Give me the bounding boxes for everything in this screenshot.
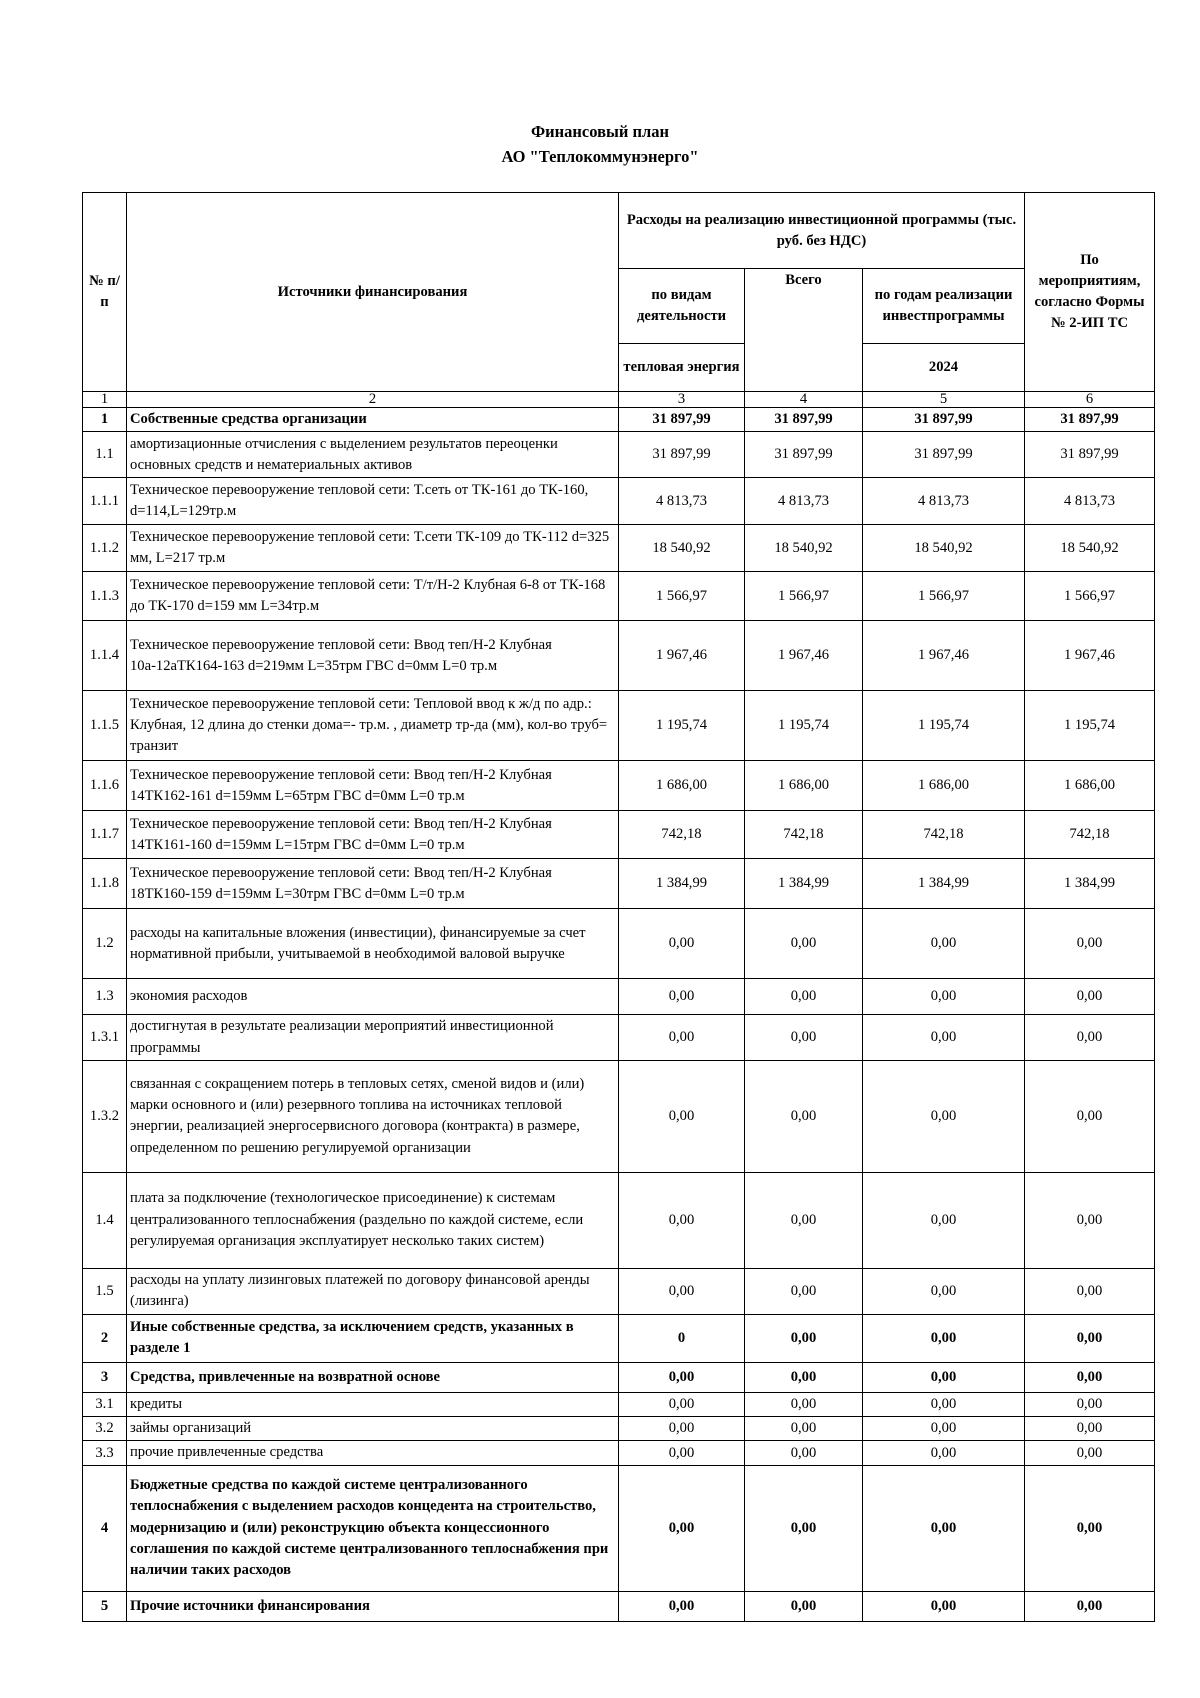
row-source-name: Техническое перевооружение тепловой сети: Т.сеть от ТК-161 до ТК-160, d=114,L=129тр.м <box>127 478 619 525</box>
row-value-activity: 1 384,99 <box>619 859 745 909</box>
row-value-total: 0,00 <box>745 1314 863 1362</box>
row-value-2024: 0,00 <box>863 1441 1025 1465</box>
row-value-measures: 0,00 <box>1025 909 1155 979</box>
row-value-activity: 0,00 <box>619 1417 745 1441</box>
row-value-activity: 1 967,46 <box>619 621 745 691</box>
row-value-total: 1 566,97 <box>745 572 863 621</box>
row-source-name: экономия расходов <box>127 979 619 1015</box>
table-row <box>83 1392 1155 1416</box>
table-row <box>83 1268 1155 1314</box>
row-value-measures: 18 540,92 <box>1025 525 1155 572</box>
row-value-measures: 31 897,99 <box>1025 408 1155 432</box>
row-value-activity: 0,00 <box>619 1060 745 1172</box>
table-row <box>83 1314 1155 1362</box>
row-value-measures: 1 566,97 <box>1025 572 1155 621</box>
row-value-total: 0,00 <box>745 1392 863 1416</box>
row-value-activity: 18 540,92 <box>619 525 745 572</box>
row-value-measures: 0,00 <box>1025 1015 1155 1061</box>
row-value-2024: 742,18 <box>863 811 1025 859</box>
row-source-name: Техническое перевооружение тепловой сети: Ввод теп/Н-2 Клубная 18ТК160-159 d=159мм L=30трм ГВС d=0мм L=0 тр.м <box>127 859 619 909</box>
table-row <box>83 691 1155 761</box>
table-row <box>83 478 1155 525</box>
row-source-name: прочие привлеченные средства <box>127 1441 619 1465</box>
row-number: 1.2 <box>83 909 127 979</box>
row-number: 3.2 <box>83 1417 127 1441</box>
row-number: 1 <box>83 408 127 432</box>
row-source-name: Бюджетные средства по каждой системе централизованного теплоснабжения с выделением расходов концедента на строительство, модернизацию и (или) реконструкцию объекта концессионного соглашения по каждой системе централизованного теплоснабжения при наличии таких расходов <box>127 1465 619 1591</box>
row-source-name: Техническое перевооружение тепловой сети: Ввод теп/Н-2 Клубная 14ТК162-161 d=159мм L=65трм ГВС d=0мм L=0 тр.м <box>127 761 619 811</box>
row-number: 1.1.3 <box>83 572 127 621</box>
row-source-name: Техническое перевооружение тепловой сети: Ввод теп/Н-2 Клубная 14ТК161-160 d=159мм L=15трм ГВС d=0мм L=0 тр.м <box>127 811 619 859</box>
row-value-activity: 31 897,99 <box>619 432 745 478</box>
row-value-measures: 0,00 <box>1025 1465 1155 1591</box>
row-value-2024: 1 967,46 <box>863 621 1025 691</box>
table-row <box>83 1591 1155 1621</box>
row-number: 1.1 <box>83 432 127 478</box>
row-source-name: Техническое перевооружение тепловой сети: Ввод теп/Н-2 Клубная 10а-12аТК164-163 d=219мм L=35трм ГВС d=0мм L=0 тр.м <box>127 621 619 691</box>
row-value-activity: 1 566,97 <box>619 572 745 621</box>
row-number: 2 <box>83 1314 127 1362</box>
row-source-name: достигнутая в результате реализации мероприятий инвестиционной программы <box>127 1015 619 1061</box>
row-value-activity: 0,00 <box>619 1591 745 1621</box>
row-value-total: 4 813,73 <box>745 478 863 525</box>
row-value-measures: 0,00 <box>1025 1591 1155 1621</box>
col-number-3: 3 <box>619 392 745 408</box>
row-value-2024: 31 897,99 <box>863 408 1025 432</box>
row-source-name: Техническое перевооружение тепловой сети: Тепловой ввод к ж/д по адр.: Клубная, 12 длина до стенки дома=- тр.м. , диаметр тр-да (мм), кол-во труб= транзит <box>127 691 619 761</box>
row-value-total: 0,00 <box>745 1362 863 1392</box>
row-number: 1.1.8 <box>83 859 127 909</box>
header-by-measures: По мероприятиям, согласно Формы № 2-ИП ТС <box>1025 193 1155 392</box>
row-value-total: 0,00 <box>745 909 863 979</box>
row-value-total: 1 384,99 <box>745 859 863 909</box>
col-number-1: 1 <box>83 392 127 408</box>
row-value-total: 1 686,00 <box>745 761 863 811</box>
row-value-measures: 0,00 <box>1025 1441 1155 1465</box>
header-by-activity: по видам деятельности <box>619 269 745 344</box>
row-value-2024: 0,00 <box>863 1060 1025 1172</box>
row-value-2024: 0,00 <box>863 1591 1025 1621</box>
row-value-2024: 1 686,00 <box>863 761 1025 811</box>
row-value-2024: 0,00 <box>863 979 1025 1015</box>
row-value-activity: 1 686,00 <box>619 761 745 811</box>
row-value-measures: 31 897,99 <box>1025 432 1155 478</box>
financial-plan-table <box>82 192 1155 1622</box>
row-value-total: 1 967,46 <box>745 621 863 691</box>
row-value-activity: 0,00 <box>619 1465 745 1591</box>
row-value-measures: 1 384,99 <box>1025 859 1155 909</box>
row-value-2024: 0,00 <box>863 1392 1025 1416</box>
table-row <box>83 1465 1155 1591</box>
row-value-2024: 1 384,99 <box>863 859 1025 909</box>
row-source-name: займы организаций <box>127 1417 619 1441</box>
row-value-2024: 1 566,97 <box>863 572 1025 621</box>
table-row <box>83 525 1155 572</box>
row-number: 1.4 <box>83 1172 127 1268</box>
header-total: Всего <box>745 269 863 392</box>
table-row <box>83 432 1155 478</box>
row-value-total: 0,00 <box>745 1591 863 1621</box>
row-value-measures: 0,00 <box>1025 1392 1155 1416</box>
row-source-name: Техническое перевооружение тепловой сети: Т.сети ТК-109 до ТК-112 d=325 мм, L=217 тр.м <box>127 525 619 572</box>
row-value-2024: 4 813,73 <box>863 478 1025 525</box>
row-value-total: 0,00 <box>745 1172 863 1268</box>
row-value-2024: 0,00 <box>863 1015 1025 1061</box>
row-value-activity: 31 897,99 <box>619 408 745 432</box>
row-number: 1.3 <box>83 979 127 1015</box>
row-value-2024: 0,00 <box>863 1465 1025 1591</box>
row-value-activity: 0,00 <box>619 1015 745 1061</box>
row-value-total: 0,00 <box>745 1441 863 1465</box>
row-value-2024: 0,00 <box>863 909 1025 979</box>
row-number: 1.1.5 <box>83 691 127 761</box>
row-value-total: 742,18 <box>745 811 863 859</box>
table-row <box>83 761 1155 811</box>
row-number: 3.1 <box>83 1392 127 1416</box>
row-number: 1.3.1 <box>83 1015 127 1061</box>
row-value-2024: 0,00 <box>863 1314 1025 1362</box>
row-value-activity: 0,00 <box>619 1392 745 1416</box>
row-number: 3 <box>83 1362 127 1392</box>
col-number-4: 4 <box>745 392 863 408</box>
row-number: 4 <box>83 1465 127 1591</box>
table-row <box>83 1362 1155 1392</box>
row-value-activity: 0,00 <box>619 1268 745 1314</box>
row-value-total: 0,00 <box>745 979 863 1015</box>
row-value-measures: 0,00 <box>1025 1172 1155 1268</box>
row-value-activity: 0,00 <box>619 1441 745 1465</box>
table-row <box>83 408 1155 432</box>
row-value-measures: 1 195,74 <box>1025 691 1155 761</box>
row-value-measures: 742,18 <box>1025 811 1155 859</box>
table-row <box>83 621 1155 691</box>
row-source-name: кредиты <box>127 1392 619 1416</box>
row-value-total: 31 897,99 <box>745 432 863 478</box>
row-number: 1.5 <box>83 1268 127 1314</box>
row-number: 1.1.2 <box>83 525 127 572</box>
header-number: № п/п <box>83 193 127 392</box>
row-value-activity: 0,00 <box>619 909 745 979</box>
row-number: 1.1.4 <box>83 621 127 691</box>
table-row <box>83 909 1155 979</box>
row-value-measures: 0,00 <box>1025 979 1155 1015</box>
row-number: 1.1.7 <box>83 811 127 859</box>
row-value-measures: 0,00 <box>1025 1060 1155 1172</box>
header-source: Источники финансирования <box>127 193 619 392</box>
row-value-2024: 0,00 <box>863 1172 1025 1268</box>
document-title <box>0 119 1200 169</box>
row-value-2024: 18 540,92 <box>863 525 1025 572</box>
row-number: 3.3 <box>83 1441 127 1465</box>
header-year: 2024 <box>863 344 1025 392</box>
row-source-name: Средства, привлеченные на возвратной основе <box>127 1362 619 1392</box>
row-value-activity: 742,18 <box>619 811 745 859</box>
row-source-name: Собственные средства организации <box>127 408 619 432</box>
header-expenses: Расходы на реализацию инвестиционной программы (тыс. руб. без НДС) <box>619 193 1025 269</box>
row-number: 5 <box>83 1591 127 1621</box>
table-row <box>83 1417 1155 1441</box>
row-value-2024: 0,00 <box>863 1417 1025 1441</box>
row-value-measures: 0,00 <box>1025 1268 1155 1314</box>
row-value-total: 0,00 <box>745 1268 863 1314</box>
row-number: 1.1.6 <box>83 761 127 811</box>
row-value-measures: 1 967,46 <box>1025 621 1155 691</box>
row-value-activity: 0,00 <box>619 1362 745 1392</box>
row-value-measures: 0,00 <box>1025 1314 1155 1362</box>
col-number-2: 2 <box>127 392 619 408</box>
row-value-2024: 1 195,74 <box>863 691 1025 761</box>
row-value-activity: 0,00 <box>619 1172 745 1268</box>
row-value-activity: 0 <box>619 1314 745 1362</box>
row-source-name: плата за подключение (технологическое присоединение) к системам централизованного теплоснабжения (раздельно по каждой системе, если регулируемая организация эксплуатирует несколько таких систем) <box>127 1172 619 1268</box>
row-source-name: связанная с сокращением потерь в тепловых сетях, сменой видов и (или) марки основного и (или) резервного топлива на источниках тепловой энергии, реализацией энергосервисного договора (контракта) в размере, определенном по решению регулируемой организации <box>127 1060 619 1172</box>
table-row <box>83 572 1155 621</box>
table-row <box>83 811 1155 859</box>
row-source-name: Прочие источники финансирования <box>127 1591 619 1621</box>
row-source-name: расходы на капитальные вложения (инвестиции), финансируемые за счет нормативной прибыли, учитываемой в необходимой валовой выручке <box>127 909 619 979</box>
row-source-name: амортизационные отчисления с выделением результатов переоценки основных средств и нематериальных активов <box>127 432 619 478</box>
row-number: 1.3.2 <box>83 1060 127 1172</box>
table-row <box>83 1441 1155 1465</box>
row-value-measures: 0,00 <box>1025 1417 1155 1441</box>
row-value-total: 0,00 <box>745 1465 863 1591</box>
row-value-total: 0,00 <box>745 1015 863 1061</box>
row-value-activity: 4 813,73 <box>619 478 745 525</box>
row-source-name: Техническое перевооружение тепловой сети: Т/т/Н-2 Клубная 6-8 от ТК-168 до ТК-170 d=159 мм L=34тр.м <box>127 572 619 621</box>
row-value-total: 18 540,92 <box>745 525 863 572</box>
table-row <box>83 1060 1155 1172</box>
row-value-activity: 1 195,74 <box>619 691 745 761</box>
table-row <box>83 1015 1155 1061</box>
title-line-2: АО "Теплокоммунэнерго" <box>501 147 699 166</box>
col-number-6: 6 <box>1025 392 1155 408</box>
row-value-measures: 4 813,73 <box>1025 478 1155 525</box>
table-row <box>83 859 1155 909</box>
row-source-name: расходы на уплату лизинговых платежей по договору финансовой аренды (лизинга) <box>127 1268 619 1314</box>
col-number-5: 5 <box>863 392 1025 408</box>
table-row <box>83 1172 1155 1268</box>
row-value-activity: 0,00 <box>619 979 745 1015</box>
row-value-total: 0,00 <box>745 1060 863 1172</box>
row-value-2024: 0,00 <box>863 1362 1025 1392</box>
row-value-total: 0,00 <box>745 1417 863 1441</box>
row-value-measures: 0,00 <box>1025 1362 1155 1392</box>
row-value-2024: 31 897,99 <box>863 432 1025 478</box>
row-number: 1.1.1 <box>83 478 127 525</box>
row-value-total: 1 195,74 <box>745 691 863 761</box>
header-heat-energy: тепловая энергия <box>619 344 745 392</box>
row-source-name: Иные собственные средства, за исключением средств, указанных в разделе 1 <box>127 1314 619 1362</box>
header-by-years: по годам реализации инвестпрограммы <box>863 269 1025 344</box>
row-value-total: 31 897,99 <box>745 408 863 432</box>
row-value-2024: 0,00 <box>863 1268 1025 1314</box>
table-row <box>83 979 1155 1015</box>
row-value-measures: 1 686,00 <box>1025 761 1155 811</box>
title-line-1: Финансовый план <box>530 122 670 141</box>
